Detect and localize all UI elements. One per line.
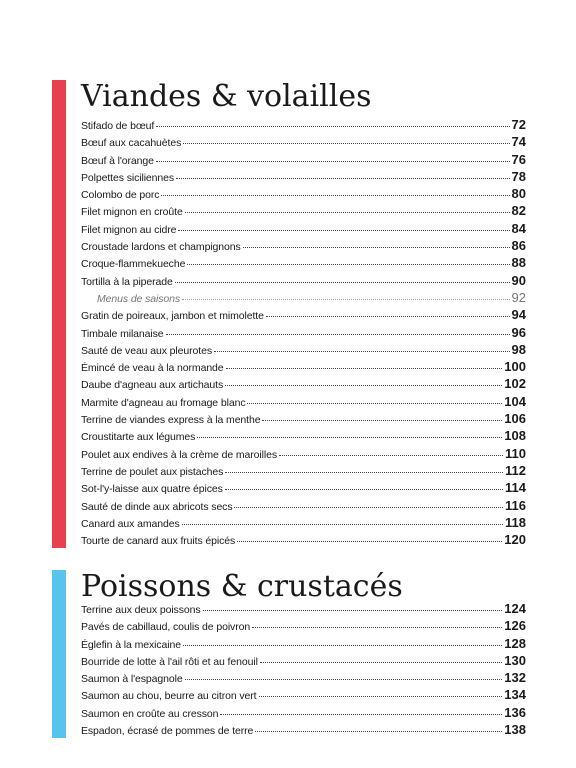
section-title: Viandes & volailles [81, 79, 372, 114]
page-number: 104 [504, 393, 526, 409]
dot-leader [252, 627, 502, 628]
dot-leader [266, 316, 510, 317]
page-number: 76 [511, 151, 526, 167]
page-number: 132 [504, 670, 526, 686]
toc-entry [81, 358, 526, 375]
toc-entry [81, 704, 526, 721]
page-number: 110 [505, 445, 526, 461]
recipe-title: Tortilla à la piperade [81, 275, 173, 288]
recipe-title: Bourride de lotte à l'ail rôti et au fenouil [81, 655, 258, 668]
toc-entry [81, 133, 526, 150]
toc-entry [81, 341, 526, 358]
toc-entry [81, 635, 526, 652]
toc-entry [81, 617, 526, 634]
recipe-title: Espadon, écrasé de pommes de terre [81, 725, 254, 738]
page-number: 82 [511, 203, 526, 219]
page-number: 84 [511, 220, 526, 236]
page-number: 108 [504, 428, 526, 444]
page-number: 138 [504, 722, 526, 738]
recipe-title: Filet mignon au cidre [81, 223, 177, 236]
dot-leader [262, 420, 502, 421]
toc-entry [81, 531, 526, 548]
section-color-bar [52, 80, 66, 548]
recipe-list [81, 600, 526, 738]
page-number: 96 [511, 324, 526, 340]
dot-leader [187, 264, 509, 265]
page-number: 90 [511, 272, 526, 288]
recipe-title: Canard aux amandes [81, 517, 180, 530]
toc-entry [81, 116, 526, 133]
recipe-title: Croustade lardons et champignons [81, 241, 241, 254]
recipe-title: Timbale milanaise [81, 327, 164, 340]
dot-leader [197, 437, 502, 438]
toc-entry [81, 185, 526, 202]
dot-leader [185, 212, 510, 213]
recipe-title: Saumon en croûte au cresson [81, 707, 219, 720]
dot-leader [243, 247, 510, 248]
dot-leader [156, 126, 509, 127]
recipe-title: Stifado de bœuf [81, 120, 155, 132]
page-number: 92 [511, 289, 526, 305]
recipe-title: Terrine aux deux poissons [81, 604, 201, 616]
toc-entry [81, 151, 526, 168]
recipe-title: Émincé de veau à la normande [81, 362, 224, 375]
recipe-title: Croque-flammekueche [81, 258, 186, 271]
toc-entry [81, 514, 526, 531]
toc-entry [81, 686, 526, 703]
dot-leader [182, 299, 510, 300]
recipe-title: Marmite d'agneau au fromage blanc [81, 396, 246, 409]
section-title: Poissons & crustacés [81, 569, 403, 604]
section-color-bar [52, 570, 66, 738]
dot-leader [225, 472, 503, 473]
page-number: 118 [505, 514, 526, 530]
recipe-title: Sauté de veau aux pleurotes [81, 344, 212, 357]
dot-leader [161, 195, 509, 196]
recipe-title: Polpettes siciliennes [81, 171, 175, 184]
page-number: 88 [511, 255, 526, 271]
toc-entry [81, 497, 526, 514]
toc-entry [81, 272, 526, 289]
recipe-title: Colombo de porc [81, 189, 160, 202]
dot-leader [214, 351, 510, 352]
page-number: 114 [505, 480, 526, 496]
dot-leader [226, 368, 503, 369]
page-number: 128 [504, 635, 526, 651]
dot-leader [182, 524, 503, 525]
page-number: 80 [511, 186, 526, 202]
page-number: 126 [504, 618, 526, 634]
dot-leader [225, 489, 503, 490]
recipe-title: Sauté de dinde aux abricots secs [81, 500, 233, 513]
page-number: 78 [511, 168, 526, 184]
toc-entry [81, 254, 526, 271]
toc-entry [81, 202, 526, 219]
page-number: 112 [505, 462, 526, 478]
dot-leader [247, 403, 502, 404]
page-number: 120 [504, 532, 526, 548]
page-number: 106 [504, 411, 526, 427]
dot-leader [237, 541, 502, 542]
toc-entry [81, 652, 526, 669]
recipe-title: Sot-l'y-laisse aux quatre épices [81, 483, 223, 496]
page-number: 98 [511, 341, 526, 357]
recipe-title: Églefin à la mexicaine [81, 638, 181, 651]
toc-entry [81, 479, 526, 496]
dot-leader [220, 714, 502, 715]
recipe-title: Pavés de cabillaud, coulis de poivron [81, 621, 251, 634]
page-number: 130 [504, 652, 526, 668]
dot-leader [234, 507, 503, 508]
recipe-list [81, 116, 526, 548]
dot-leader [183, 645, 502, 646]
dot-leader [178, 230, 509, 231]
recipe-title: Menus de saisons [97, 292, 181, 305]
page-number: 94 [511, 307, 526, 323]
toc-subentry [81, 289, 526, 306]
toc-entry [81, 375, 526, 392]
page-number: 124 [504, 601, 526, 616]
recipe-title: Poulet aux endives à la crème de maroilles [81, 448, 277, 461]
dot-leader [175, 282, 510, 283]
dot-leader [183, 143, 509, 144]
dot-leader [185, 679, 503, 680]
page-number: 100 [504, 359, 526, 375]
toc-entry [81, 237, 526, 254]
dot-leader [279, 455, 503, 456]
recipe-title: Saumon à l'espagnole [81, 673, 183, 686]
dot-leader [156, 161, 510, 162]
recipe-title: Filet mignon en croûte [81, 206, 183, 219]
recipe-title: Daube d'agneau aux artichauts [81, 379, 224, 392]
toc-entry [81, 445, 526, 462]
page-number: 72 [511, 117, 526, 132]
dot-leader [166, 334, 510, 335]
toc-entry [81, 168, 526, 185]
recipe-title: Bœuf aux cacahuètes [81, 137, 182, 150]
toc-entry [81, 410, 526, 427]
dot-leader [203, 610, 503, 611]
dot-leader [260, 662, 502, 663]
page-number: 74 [511, 134, 526, 150]
page-number: 86 [511, 238, 526, 254]
dot-leader [176, 178, 509, 179]
toc-entry [81, 721, 526, 738]
dot-leader [259, 696, 503, 697]
page-number: 102 [504, 376, 526, 392]
recipe-title: Terrine de poulet aux pistaches [81, 465, 224, 478]
toc-entry [81, 324, 526, 341]
toc-entry [81, 306, 526, 323]
recipe-title: Croustitarte aux légumes [81, 431, 196, 444]
toc-entry [81, 220, 526, 237]
dot-leader [255, 731, 502, 732]
toc-entry [81, 462, 526, 479]
recipe-title: Saumon au chou, beurre au citron vert [81, 690, 257, 703]
dot-leader [225, 385, 502, 386]
page-number: 116 [505, 497, 526, 513]
page-number: 134 [504, 687, 526, 703]
toc-entry [81, 669, 526, 686]
recipe-title: Terrine de viandes express à la menthe [81, 414, 261, 427]
page-number: 136 [504, 704, 526, 720]
recipe-title: Tourte de canard aux fruits épicés [81, 535, 236, 548]
toc-entry [81, 600, 526, 617]
recipe-title: Bœuf à l'orange [81, 154, 154, 167]
toc-entry [81, 393, 526, 410]
toc-entry [81, 427, 526, 444]
recipe-title: Gratin de poireaux, jambon et mimolette [81, 310, 264, 323]
